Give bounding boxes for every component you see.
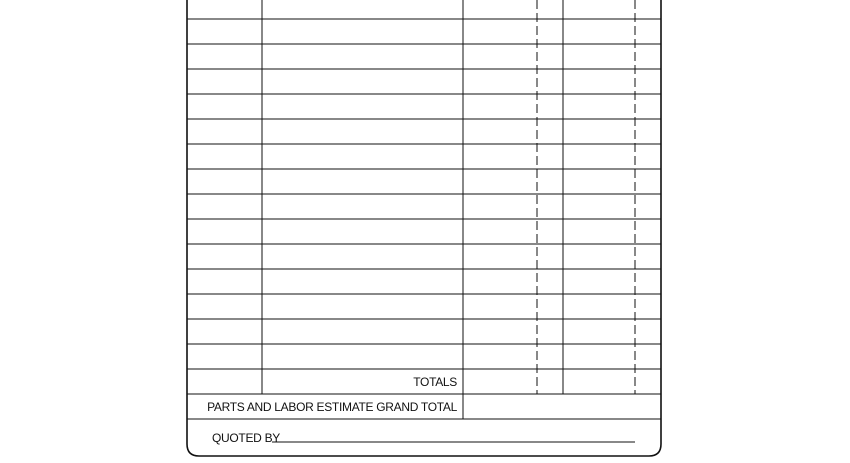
grand-total-label: PARTS AND LABOR ESTIMATE GRAND TOTAL bbox=[207, 400, 457, 414]
totals-label: TOTALS bbox=[413, 375, 457, 389]
quoted-by-label: QUOTED BY bbox=[212, 431, 280, 445]
